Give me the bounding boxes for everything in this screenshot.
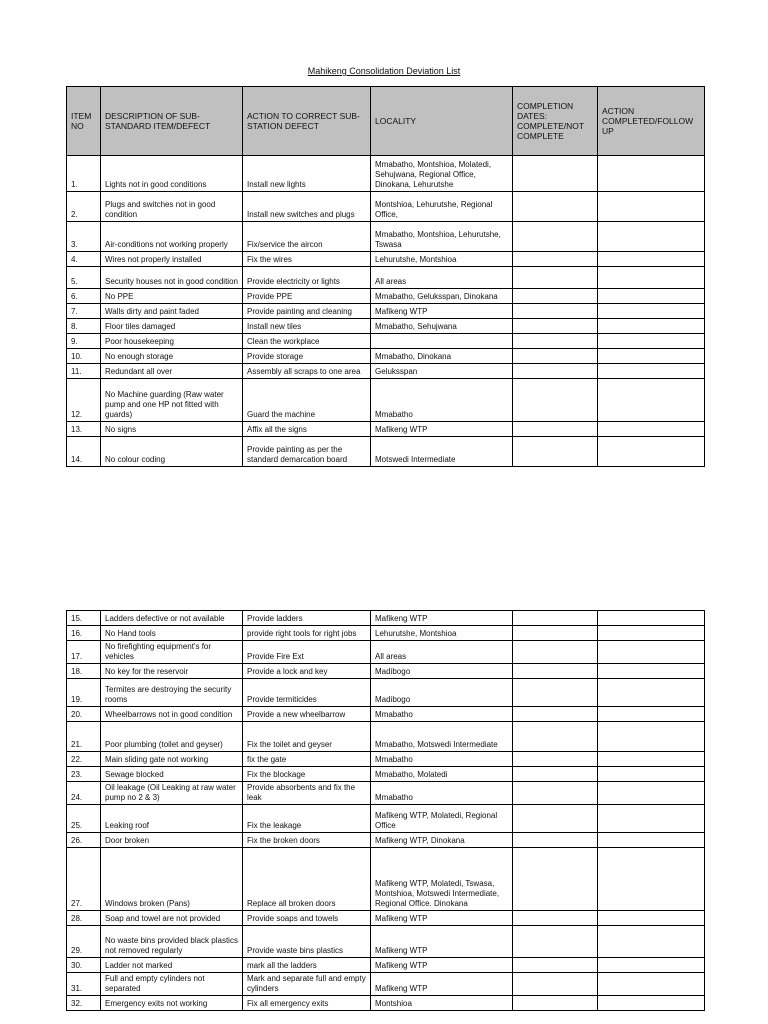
locality-cell: Madibogo — [371, 679, 513, 707]
item-no-cell: 10. — [67, 349, 101, 364]
table-row — [67, 996, 705, 1011]
action-cell: provide right tools for right jobs — [243, 626, 371, 641]
table-row — [67, 911, 705, 926]
table-row — [67, 722, 705, 752]
table-row — [67, 767, 705, 782]
followup-cell — [598, 626, 705, 641]
locality-cell: Mmabatho — [371, 752, 513, 767]
item-no-cell: 16. — [67, 626, 101, 641]
followup-cell — [598, 364, 705, 379]
item-no-cell: 20. — [67, 707, 101, 722]
table-row — [67, 679, 705, 707]
locality-cell: Mmabatho, Sehujwana — [371, 319, 513, 334]
action-cell: Provide electricity or lights — [243, 267, 371, 289]
header-completion: COMPLETION DATES: COMPLETE/NOT COMPLETE — [513, 87, 598, 156]
description-cell: Leaking roof — [101, 805, 243, 833]
header-description: DESCRIPTION OF SUB-STANDARD ITEM/DEFECT — [101, 87, 243, 156]
item-no-cell: 1. — [67, 156, 101, 192]
followup-cell — [598, 319, 705, 334]
followup-cell — [598, 973, 705, 996]
completion-cell — [513, 222, 598, 252]
completion-cell — [513, 334, 598, 349]
locality-cell: Motswedi Intermediate — [371, 437, 513, 467]
table-row — [67, 611, 705, 626]
action-cell: Install new tiles — [243, 319, 371, 334]
locality-cell: Mafikeng WTP, Molatedi, Tswasa, Montshioa, Motswedi Intermediate, Regional Office. Dinokana — [371, 848, 513, 911]
action-cell: Fix/service the aircon — [243, 222, 371, 252]
item-no-cell: 8. — [67, 319, 101, 334]
item-no-cell: 6. — [67, 289, 101, 304]
locality-cell: Mafikeng WTP — [371, 911, 513, 926]
followup-cell — [598, 192, 705, 222]
table-row — [67, 267, 705, 289]
table-row — [67, 833, 705, 848]
locality-cell: All areas — [371, 641, 513, 664]
locality-cell: Mafikeng WTP — [371, 611, 513, 626]
locality-cell: Montshioa — [371, 996, 513, 1011]
action-cell: Provide waste bins plastics — [243, 926, 371, 958]
locality-cell — [371, 334, 513, 349]
completion-cell — [513, 156, 598, 192]
description-cell: No PPE — [101, 289, 243, 304]
followup-cell — [598, 379, 705, 422]
item-no-cell: 18. — [67, 664, 101, 679]
item-no-cell: 14. — [67, 437, 101, 467]
completion-cell — [513, 805, 598, 833]
completion-cell — [513, 192, 598, 222]
deviation-table-2 — [66, 610, 705, 1011]
action-cell: Install new lights — [243, 156, 371, 192]
description-cell: Sewage blocked — [101, 767, 243, 782]
locality-cell: Madibogo — [371, 664, 513, 679]
item-no-cell: 3. — [67, 222, 101, 252]
locality-cell: Mafikeng WTP — [371, 958, 513, 973]
table-row — [67, 379, 705, 422]
action-cell: Provide a lock and key — [243, 664, 371, 679]
header-locality: LOCALITY — [371, 87, 513, 156]
locality-cell: Mafikeng WTP — [371, 973, 513, 996]
description-cell: Ladders defective or not available — [101, 611, 243, 626]
description-cell: Windows broken (Pans) — [101, 848, 243, 911]
followup-cell — [598, 334, 705, 349]
table-row — [67, 289, 705, 304]
action-cell: Fix the wires — [243, 252, 371, 267]
followup-cell — [598, 422, 705, 437]
followup-cell — [598, 782, 705, 805]
completion-cell — [513, 926, 598, 958]
description-cell: Wires not properly installed — [101, 252, 243, 267]
locality-cell: Mafikeng WTP, Dinokana — [371, 833, 513, 848]
item-no-cell: 12. — [67, 379, 101, 422]
deviation-table-1 — [66, 86, 705, 467]
table-row — [67, 664, 705, 679]
header-followup: ACTION COMPLETED/FOLLOW UP — [598, 87, 705, 156]
followup-cell — [598, 267, 705, 289]
action-cell: Affix all the signs — [243, 422, 371, 437]
completion-cell — [513, 437, 598, 467]
table-row — [67, 848, 705, 911]
followup-cell — [598, 437, 705, 467]
followup-cell — [598, 222, 705, 252]
header-item-no: ITEM NO — [67, 87, 101, 156]
followup-cell — [598, 349, 705, 364]
completion-cell — [513, 626, 598, 641]
description-cell: Soap and towel are not provided — [101, 911, 243, 926]
item-no-cell: 22. — [67, 752, 101, 767]
table-row — [67, 422, 705, 437]
locality-cell: Mmabatho — [371, 379, 513, 422]
item-no-cell: 27. — [67, 848, 101, 911]
action-cell: Guard the machine — [243, 379, 371, 422]
item-no-cell: 2. — [67, 192, 101, 222]
action-cell: Provide painting as per the standard demarcation board — [243, 437, 371, 467]
completion-cell — [513, 664, 598, 679]
description-cell: No enough storage — [101, 349, 243, 364]
description-cell: No key for the reservoir — [101, 664, 243, 679]
completion-cell — [513, 958, 598, 973]
completion-cell — [513, 833, 598, 848]
completion-cell — [513, 364, 598, 379]
action-cell: Provide painting and cleaning — [243, 304, 371, 319]
description-cell: Lights not in good conditions — [101, 156, 243, 192]
description-cell: No signs — [101, 422, 243, 437]
table-row — [67, 319, 705, 334]
completion-cell — [513, 767, 598, 782]
description-cell: Poor housekeeping — [101, 334, 243, 349]
table-row — [67, 958, 705, 973]
locality-cell: All areas — [371, 267, 513, 289]
description-cell: No Hand tools — [101, 626, 243, 641]
locality-cell: Geluksspan — [371, 364, 513, 379]
locality-cell: Mmabatho, Montshioa, Lehurutshe, Tswasa — [371, 222, 513, 252]
followup-cell — [598, 767, 705, 782]
table-row — [67, 334, 705, 349]
item-no-cell: 21. — [67, 722, 101, 752]
followup-cell — [598, 156, 705, 192]
locality-cell: Mmabatho, Dinokana — [371, 349, 513, 364]
table-row — [67, 973, 705, 996]
followup-cell — [598, 289, 705, 304]
action-cell: mark all the ladders — [243, 958, 371, 973]
description-cell: Oil leakage (Oil Leaking at raw water pump no 2 & 3) — [101, 782, 243, 805]
followup-cell — [598, 722, 705, 752]
item-no-cell: 17. — [67, 641, 101, 664]
description-cell: Main sliding gate not working — [101, 752, 243, 767]
table-row — [67, 626, 705, 641]
header-row — [67, 87, 705, 156]
completion-cell — [513, 996, 598, 1011]
description-cell: Poor plumbing (toilet and geyser) — [101, 722, 243, 752]
followup-cell — [598, 679, 705, 707]
locality-cell: Mafikeng WTP — [371, 926, 513, 958]
completion-cell — [513, 319, 598, 334]
completion-cell — [513, 267, 598, 289]
page-title: Mahikeng Consolidation Deviation List — [307, 66, 461, 76]
completion-cell — [513, 848, 598, 911]
description-cell: Air-conditions not working properly — [101, 222, 243, 252]
followup-cell — [598, 611, 705, 626]
description-cell: Security houses not in good condition — [101, 267, 243, 289]
table-row — [67, 782, 705, 805]
locality-cell: Mmabatho, Molatedi — [371, 767, 513, 782]
completion-cell — [513, 679, 598, 707]
followup-cell — [598, 833, 705, 848]
followup-cell — [598, 641, 705, 664]
table-row — [67, 707, 705, 722]
action-cell: Assembly all scraps to one area — [243, 364, 371, 379]
locality-cell: Mafikeng WTP — [371, 422, 513, 437]
action-cell: fix the gate — [243, 752, 371, 767]
table-row — [67, 156, 705, 192]
header-action: ACTION TO CORRECT SUB-STATION DEFECT — [243, 87, 371, 156]
item-no-cell: 11. — [67, 364, 101, 379]
completion-cell — [513, 252, 598, 267]
action-cell: Provide termiticides — [243, 679, 371, 707]
description-cell: Termites are destroying the security rooms — [101, 679, 243, 707]
action-cell: Provide a new wheelbarrow — [243, 707, 371, 722]
item-no-cell: 25. — [67, 805, 101, 833]
action-cell: Replace all broken doors — [243, 848, 371, 911]
action-cell: Provide Fire Ext — [243, 641, 371, 664]
item-no-cell: 26. — [67, 833, 101, 848]
description-cell: Walls dirty and paint faded — [101, 304, 243, 319]
action-cell: Fix the broken doors — [243, 833, 371, 848]
action-cell: Install new switches and plugs — [243, 192, 371, 222]
action-cell: Fix the leakage — [243, 805, 371, 833]
table-row — [67, 304, 705, 319]
description-cell: Door broken — [101, 833, 243, 848]
completion-cell — [513, 641, 598, 664]
item-no-cell: 30. — [67, 958, 101, 973]
description-cell: Ladder not marked — [101, 958, 243, 973]
followup-cell — [598, 707, 705, 722]
table-row — [67, 805, 705, 833]
item-no-cell: 4. — [67, 252, 101, 267]
table-row — [67, 222, 705, 252]
item-no-cell: 31. — [67, 973, 101, 996]
description-cell: No colour coding — [101, 437, 243, 467]
action-cell: Clean the workplace — [243, 334, 371, 349]
item-no-cell: 15. — [67, 611, 101, 626]
action-cell: Provide ladders — [243, 611, 371, 626]
followup-cell — [598, 848, 705, 911]
table-row — [67, 364, 705, 379]
description-cell: No firefighting equipment's for vehicles — [101, 641, 243, 664]
action-cell: Provide storage — [243, 349, 371, 364]
action-cell: Mark and separate full and empty cylinders — [243, 973, 371, 996]
item-no-cell: 9. — [67, 334, 101, 349]
table-row — [67, 192, 705, 222]
item-no-cell: 32. — [67, 996, 101, 1011]
followup-cell — [598, 958, 705, 973]
item-no-cell: 23. — [67, 767, 101, 782]
description-cell: No Machine guarding (Raw water pump and one HP not fitted with guards) — [101, 379, 243, 422]
table-row — [67, 252, 705, 267]
locality-cell: Lehurutshe, Montshioa — [371, 252, 513, 267]
completion-cell — [513, 722, 598, 752]
followup-cell — [598, 805, 705, 833]
description-cell: Redundant all over — [101, 364, 243, 379]
completion-cell — [513, 782, 598, 805]
completion-cell — [513, 611, 598, 626]
action-cell: Fix the toilet and geyser — [243, 722, 371, 752]
item-no-cell: 28. — [67, 911, 101, 926]
locality-cell: Montshioa, Lehurutshe, Regional Office, — [371, 192, 513, 222]
completion-cell — [513, 707, 598, 722]
locality-cell: Mmabatho, Montshioa, Molatedi, Sehujwana, Regional Office, Dinokana, Lehurutshe — [371, 156, 513, 192]
completion-cell — [513, 349, 598, 364]
completion-cell — [513, 911, 598, 926]
item-no-cell: 19. — [67, 679, 101, 707]
item-no-cell: 5. — [67, 267, 101, 289]
item-no-cell: 7. — [67, 304, 101, 319]
completion-cell — [513, 289, 598, 304]
item-no-cell: 29. — [67, 926, 101, 958]
table-row — [67, 752, 705, 767]
followup-cell — [598, 252, 705, 267]
followup-cell — [598, 996, 705, 1011]
followup-cell — [598, 926, 705, 958]
locality-cell: Mmabatho — [371, 782, 513, 805]
description-cell: Emergency exits not working — [101, 996, 243, 1011]
description-cell: Wheelbarrows not in good condition — [101, 707, 243, 722]
description-cell: Floor tiles damaged — [101, 319, 243, 334]
action-cell: Fix the blockage — [243, 767, 371, 782]
description-cell: Full and empty cylinders not separated — [101, 973, 243, 996]
action-cell: Provide absorbents and fix the leak — [243, 782, 371, 805]
action-cell: Provide soaps and towels — [243, 911, 371, 926]
description-cell: Plugs and switches not in good condition — [101, 192, 243, 222]
locality-cell: Mmabatho, Geluksspan, Dinokana — [371, 289, 513, 304]
followup-cell — [598, 304, 705, 319]
description-cell: No waste bins provided black plastics not removed regularly — [101, 926, 243, 958]
completion-cell — [513, 304, 598, 319]
table-row — [67, 349, 705, 364]
followup-cell — [598, 664, 705, 679]
table-row — [67, 926, 705, 958]
item-no-cell: 13. — [67, 422, 101, 437]
locality-cell: Lehurutshe, Montshioa — [371, 626, 513, 641]
locality-cell: Mmabatho, Motswedi Intermediate — [371, 722, 513, 752]
completion-cell — [513, 973, 598, 996]
locality-cell: Mmabatho — [371, 707, 513, 722]
locality-cell: Mafikeng WTP — [371, 304, 513, 319]
followup-cell — [598, 752, 705, 767]
item-no-cell: 24. — [67, 782, 101, 805]
completion-cell — [513, 422, 598, 437]
locality-cell: Mafikeng WTP, Molatedi, Regional Office — [371, 805, 513, 833]
completion-cell — [513, 379, 598, 422]
followup-cell — [598, 911, 705, 926]
action-cell: Fix all emergency exits — [243, 996, 371, 1011]
table-row — [67, 437, 705, 467]
action-cell: Provide PPE — [243, 289, 371, 304]
table-row — [67, 641, 705, 664]
completion-cell — [513, 752, 598, 767]
